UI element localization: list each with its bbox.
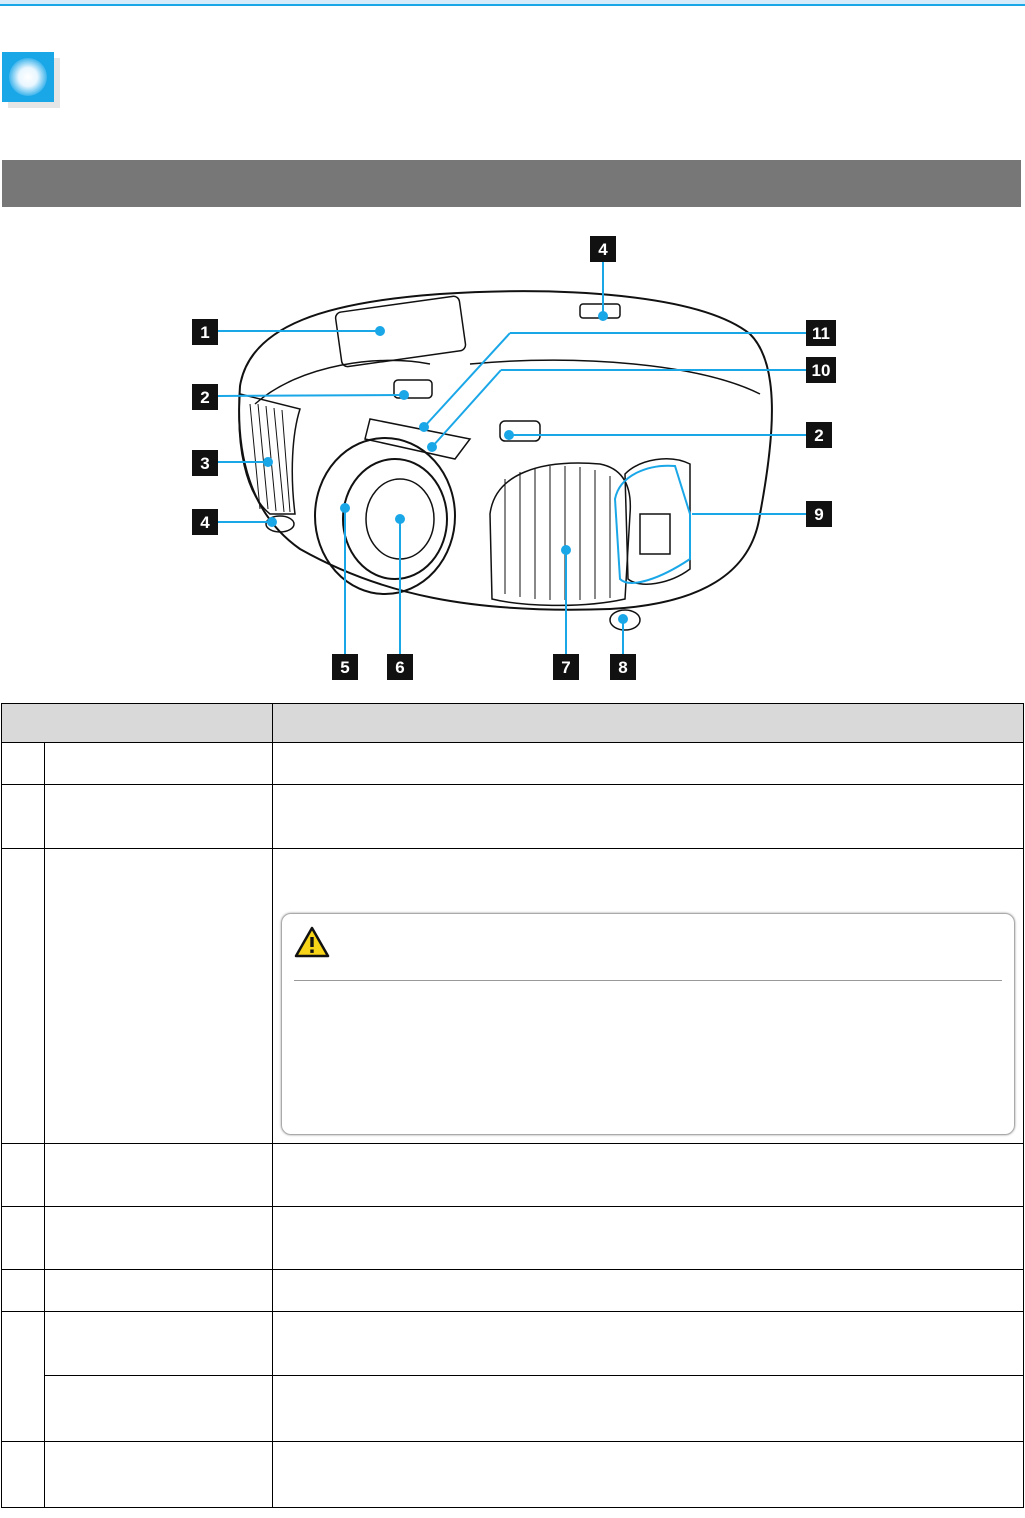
callout-1 bbox=[192, 319, 218, 345]
svg-text:3: 3 bbox=[200, 454, 210, 473]
svg-text:8: 8 bbox=[618, 658, 628, 677]
caution-divider bbox=[294, 980, 1002, 981]
svg-text:7: 7 bbox=[561, 658, 571, 677]
svg-text:4: 4 bbox=[598, 240, 608, 259]
callout-5 bbox=[332, 654, 358, 680]
table-row bbox=[2, 849, 1024, 1144]
table-row bbox=[2, 1312, 1024, 1376]
section-title bbox=[2, 171, 16, 196]
warning-triangle-icon bbox=[294, 926, 330, 962]
callout-7 bbox=[553, 654, 579, 680]
table-header-function bbox=[273, 704, 1024, 743]
callout-6 bbox=[387, 654, 413, 680]
table-row bbox=[2, 785, 1024, 849]
svg-text:11: 11 bbox=[812, 324, 830, 343]
table-row bbox=[2, 1270, 1024, 1312]
svg-text:9: 9 bbox=[814, 505, 824, 524]
svg-text:5: 5 bbox=[340, 658, 350, 677]
parts-table bbox=[1, 703, 1024, 1508]
callout-8 bbox=[610, 654, 636, 680]
svg-text:6: 6 bbox=[395, 658, 405, 677]
svg-text:10: 10 bbox=[811, 361, 831, 380]
callout-3 bbox=[192, 450, 218, 476]
chapter-circle-icon bbox=[2, 52, 60, 108]
callout-10 bbox=[806, 357, 836, 383]
callout-11 bbox=[806, 320, 836, 346]
callout-2a bbox=[192, 384, 218, 410]
svg-text:1: 1 bbox=[200, 323, 210, 342]
projector-figure bbox=[0, 214, 1025, 684]
table-row bbox=[2, 1442, 1024, 1508]
table-row bbox=[2, 1144, 1024, 1207]
callout-4a bbox=[192, 509, 218, 535]
svg-text:4: 4 bbox=[200, 513, 210, 532]
section-title-bar bbox=[2, 160, 1021, 207]
top-rule bbox=[0, 0, 1025, 6]
projector-illustration bbox=[239, 291, 772, 630]
table-header-name bbox=[2, 704, 273, 743]
table-row bbox=[2, 1376, 1024, 1442]
callout-4b bbox=[590, 236, 616, 262]
callout-2b bbox=[806, 422, 832, 448]
svg-text:2: 2 bbox=[200, 388, 210, 407]
svg-text:2: 2 bbox=[814, 426, 824, 445]
table-row bbox=[2, 743, 1024, 785]
table-row bbox=[2, 1207, 1024, 1270]
caution-box bbox=[281, 913, 1015, 1135]
callout-9 bbox=[806, 501, 832, 527]
